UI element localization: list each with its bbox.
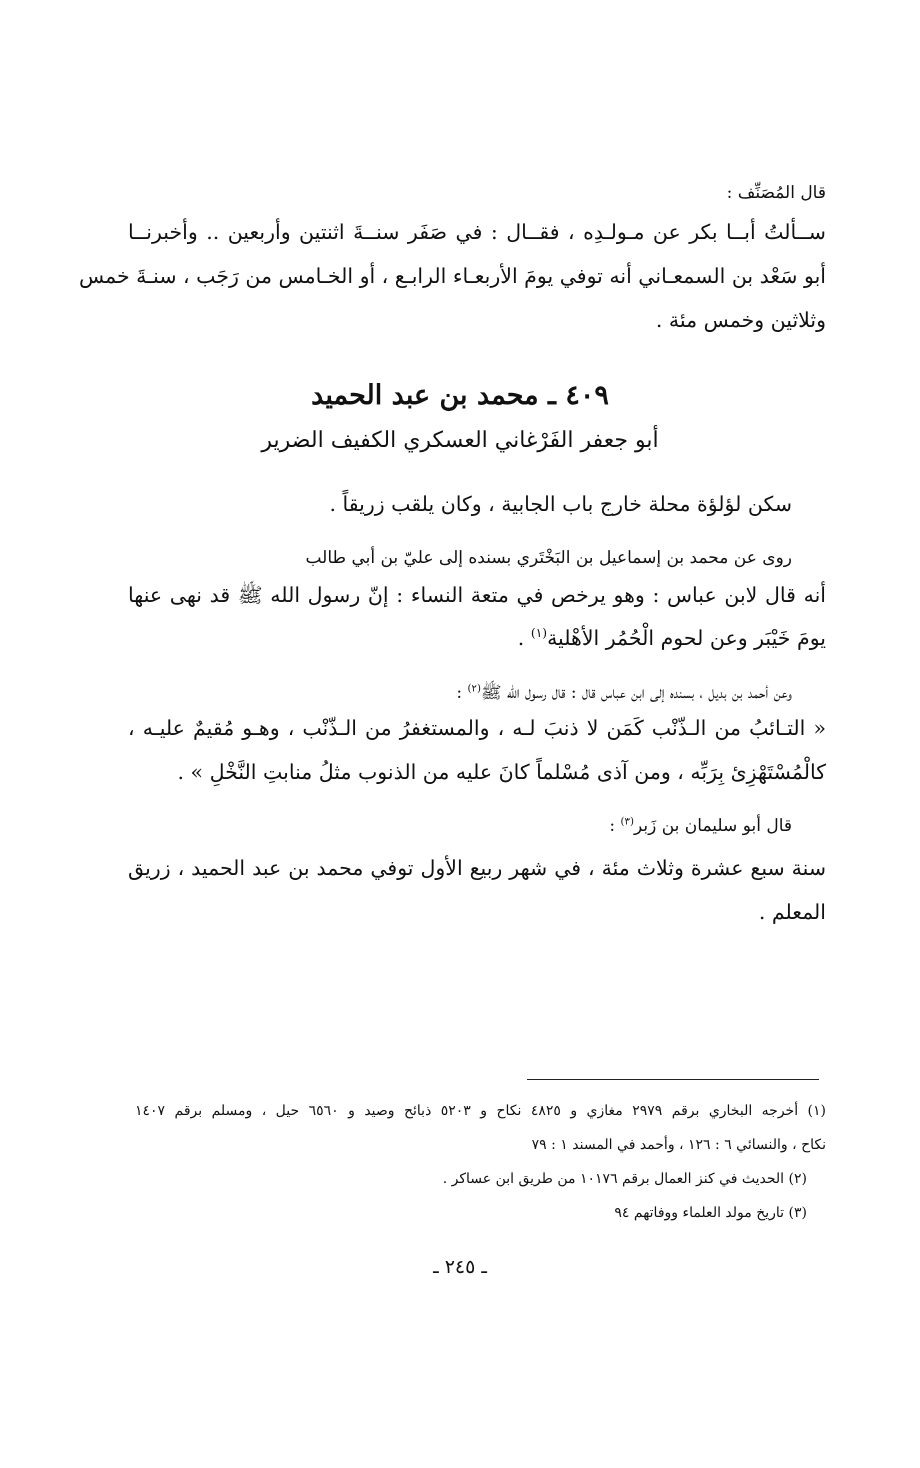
entry-subheading: أبو جعفر الفَرْغاني العسكري الكفيف الضرير [261,428,659,453]
text-line: أنه قال لابن عباس : وهو يرخص في متعة النساء : إنّ رسول الله ﷺ قد نهى عنها [128,583,826,607]
text-line: وثلاثين وخمس مئة . [655,308,826,332]
text-line: يومَ خَيْبَر وعن لحوم الْحُمُر الأهْلية$^{(١)}$ . [517,626,826,650]
footnote: (١) أخرجه البخاري برقم ٢٩٧٩ مغازي و ٤٨٢٥ نكاح و ٥٢٠٣ ذبائح وصيد و ٦٥٦٠ حيل ، ومسلم برقم ١٤٠٧ [135,1103,826,1119]
footnote-ref: (١) [530,626,548,641]
text-line: ســألتُ أبــا بكر عن مـولـدِه ، فقــال : في صَفَر سنــةَ اثنتين وأربعين .. وأخبرنــا [128,220,826,244]
footnote: نكاح ، والنسائي ٦ : ١٢٦ ، وأحمد في المسند ١ : ٧٩ [531,1137,826,1153]
section-label: قال المُصَنِّف : [726,183,826,203]
text-line: سكن لؤلؤة محلة خارج باب الجابية ، وكان يلقب زريقاً . [329,492,792,516]
page-number: ـ ٢٤٥ ـ [433,1256,487,1278]
footnote: (٣) تاريخ مولد العلماء ووفاتهم ٩٤ [614,1205,807,1221]
text-line: أبو سَعْد بن السمعـاني أنه توفي يومَ الأربعـاء الرابـع ، أو الخـامس من رَجَب ، سنـةَ خمس [79,264,826,288]
entry-heading: ٤٠٩ ـ محمد بن عبد الحميد [311,380,609,411]
footnote: (٢) الحديث في كنز العمال برقم ١٠١٧٦ من طريق ابن عساكر . [442,1171,807,1187]
text-line: كالْمُسْتَهْزِئ بِرَبِّه ، ومن آذى مُسْلماً كانَ عليه من الذنوب مثلُ منابتِ النَّخْلِ » . [177,760,826,784]
text-line: « التـائبُ من الـذّنْب كَمَن لا ذنبَ لـه ، والمستغفرُ من الـذّنْب ، وهـو مُقيمٌ عليـه ، [128,716,826,740]
narration-intro: وعن أحمد بن بديل ، بسنده إلى ابن عباس قال : قال رسول الله ﷺ$^{(٢)}$ : [456,683,792,703]
footnote-ref: (٣) [620,816,634,828]
narration-intro: روى عن محمد بن إسماعيل بن البَخْتَري بسنده إلى عليّ بن أبي طالب [305,548,792,568]
footnote-separator [527,1079,819,1080]
text-line: سنة سبع عشرة وثلاث مئة ، في شهر ربيع الأول توفي محمد بن عبد الحميد ، زريق [128,856,826,880]
footnote-ref: (٢) [467,683,481,695]
text-line: المعلم . [758,900,826,924]
quote-intro: قال أبو سليمان بن زَبر$^{(٣)}$ : [609,816,792,836]
